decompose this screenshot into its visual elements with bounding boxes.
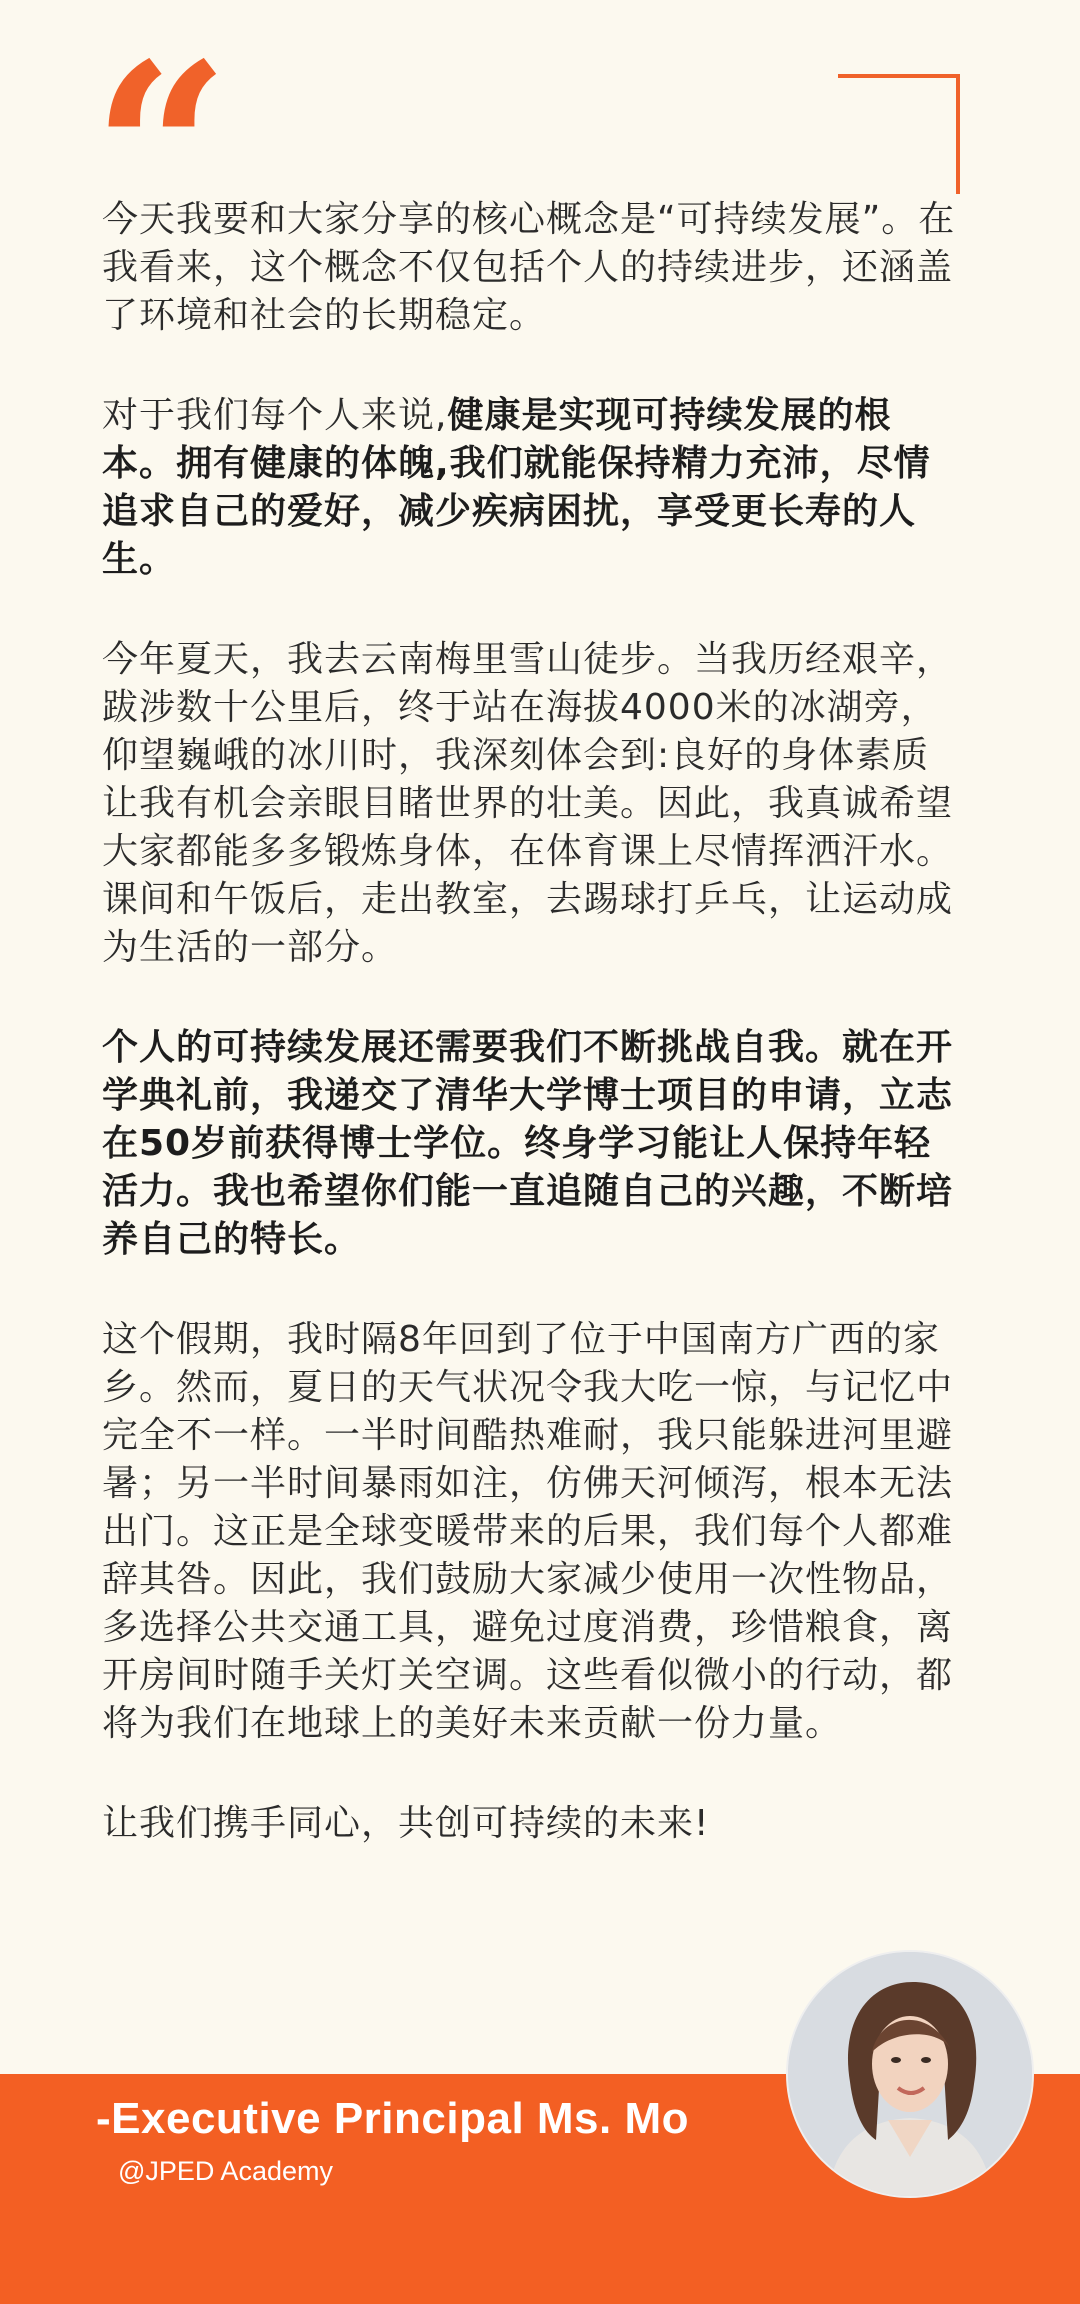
paragraph-3 [102, 636, 964, 972]
signature: -Executive Principal Ms. Mo [96, 2094, 689, 2143]
paragraph-5-text: 这个假期，我时隔8年回到了位于中国南方广西的家乡。然而，夏日的天气状况令我大吃一惊，与记忆中完全不一样。一半时间酷热难耐，我只能躲进河里避暑；另一半时间暴雨如注，仿佛天河倾泻，根本无法出门。这正是全球变暖带来的后果，我们每个人都难辞其咎。因此，我们鼓励大家减少使用一次性物品，多选择公共交通工具，避免过度消费，珍惜粮食，离开房间时随手关灯关空调。这些看似微小的行动，都将为我们在地球上的美好未来贡献一份力量。 [102, 1319, 954, 1744]
paragraph-2-text: 对于我们每个人来说, [102, 395, 448, 436]
paragraph-4-bold: 个人的可持续发展还需要我们不断挑战自我。就在开学典礼前，我递交了清华大学博士项目的申请，立志在50岁前获得博士学位。终身学习能让人保持年轻活力。我也希望你们能一直追随自己的兴趣，不断培养自己的特长。 [102, 1027, 954, 1260]
paragraph-2-bold: 健康是实现可持续发展的根本。拥有健康的体魄,我们就能保持精力充沛，尽情追求自己的爱好，减少疾病困扰，享受更长寿的人生。 [102, 395, 931, 580]
paragraph-6-text: 让我们携手同心，共创可持续的未来! [102, 1803, 710, 1844]
paragraph-4 [102, 1024, 964, 1264]
academy-handle: @JPED Academy [118, 2156, 333, 2186]
paragraph-1 [102, 196, 964, 340]
portrait-image [788, 1952, 1032, 2196]
paragraph-2 [102, 392, 964, 584]
avatar [786, 1950, 1034, 2198]
quote-body [102, 196, 964, 1900]
paragraph-3-text: 今年夏天，我去云南梅里雪山徒步。当我历经艰辛，跋涉数十公里后，终于站在海拔4000米的冰湖旁，仰望巍峨的冰川时，我深刻体会到:良好的身体素质让我有机会亲眼目睹世界的壮美。因此，我真诚希望大家都能多多锻炼身体，在体育课上尽情挥洒汗水。课间和午饭后，走出教室，去踢球打乒乓，让运动成为生活的一部分。 [102, 639, 954, 968]
quote-mark-icon: “ [92, 11, 231, 293]
paragraph-5 [102, 1316, 964, 1748]
paragraph-1-text: 今天我要和大家分享的核心概念是“可持续发展”。在我看来，这个概念不仅包括个人的持续进步，还涵盖了环境和社会的长期稳定。 [102, 199, 956, 336]
paragraph-6 [102, 1800, 964, 1848]
corner-frame-decoration [838, 74, 960, 194]
